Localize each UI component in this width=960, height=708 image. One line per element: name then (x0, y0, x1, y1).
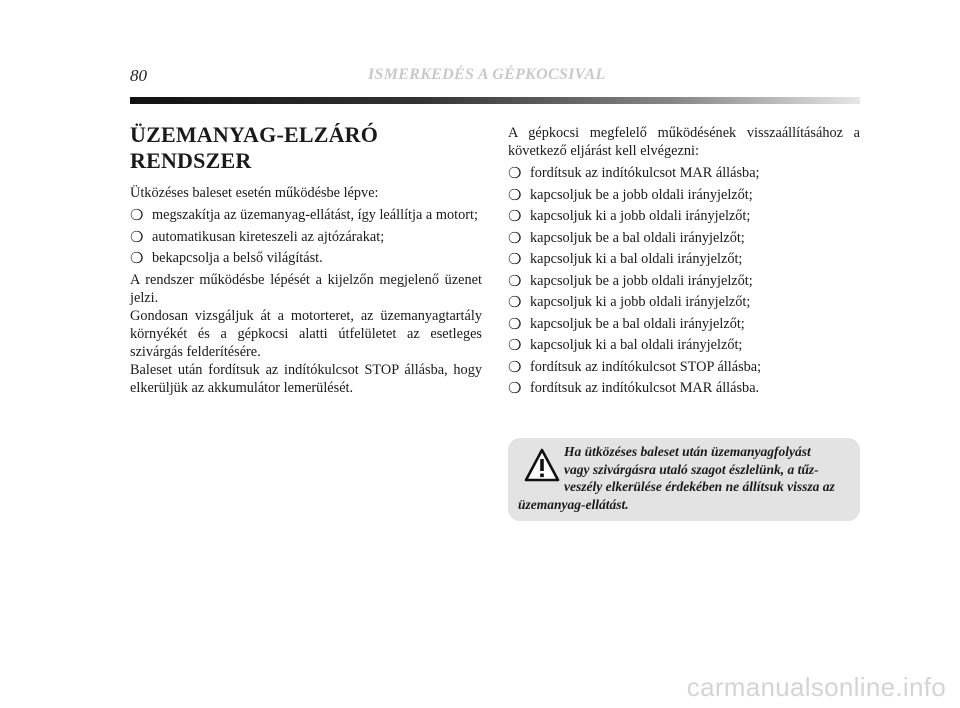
list-item (508, 207, 860, 225)
bullet-icon: ❍ (508, 379, 522, 397)
list-item (130, 249, 482, 267)
list-item (130, 206, 482, 224)
page-number: 80 (130, 66, 147, 85)
list-item (508, 164, 860, 182)
list-item (508, 250, 860, 268)
warning-text (518, 443, 848, 513)
bullet-icon: ❍ (508, 207, 522, 225)
list-item-text: kapcsoljuk be a bal oldali irányjelzőt; (530, 315, 745, 332)
list-item (508, 272, 860, 290)
list-item (508, 293, 860, 311)
warning-line: veszély elkerülése érdekében ne állítsuk vissza az (564, 479, 835, 494)
bullet-icon: ❍ (130, 227, 144, 246)
list-item-text: kapcsoljuk be a jobb oldali irányjelzőt; (530, 186, 753, 203)
list-item-text: fordítsuk az indítókulcsot MAR állásba. (530, 380, 760, 396)
bullet-icon: ❍ (508, 228, 522, 247)
bullet-icon: ❍ (508, 164, 522, 182)
list-item-text: bekapcsolja a belső világítást. (152, 250, 323, 266)
bullet-icon: ❍ (508, 336, 522, 354)
left-paragraph-2: Gondosan vizsgáljuk át a motorteret, az üzemanyagtartály környékét és a gépkocsi alatti útfelületet az esetleges szivárgás felderítésére. (130, 308, 482, 360)
header-rule (130, 97, 860, 104)
warning-line: Ha ütközéses baleset után üzemanyagfolyást (564, 444, 811, 459)
warning-line: vagy szivárgásra utaló szagot észlelünk, a tűz- (564, 461, 819, 477)
right-intro: A gépkocsi megfelelő működésének visszaállításához a következő eljárást kell elvégezni: (508, 125, 860, 159)
list-item-text: kapcsoljuk be a bal oldali irányjelzőt; (530, 229, 745, 246)
bullet-icon: ❍ (508, 293, 522, 311)
warning-box (508, 438, 860, 521)
left-bullet-list (130, 206, 482, 267)
list-item-text: megszakítja az üzemanyag-ellátást, így leállítja a motort; (152, 207, 478, 223)
list-item (508, 336, 860, 354)
left-paragraph-1: A rendszer működésbe lépését a kijelzőn megjelenő üzenet jelzi. (130, 272, 482, 306)
bullet-icon: ❍ (508, 314, 522, 333)
bullet-icon: ❍ (130, 249, 144, 267)
right-bullet-list (508, 164, 860, 397)
list-item-text: fordítsuk az indítókulcsot STOP állásba; (530, 358, 762, 375)
list-item-text: kapcsoljuk ki a bal oldali irányjelzőt; (530, 251, 743, 267)
list-item (508, 315, 860, 333)
list-item (508, 379, 860, 397)
bullet-icon: ❍ (130, 206, 144, 224)
bullet-icon: ❍ (508, 271, 522, 290)
list-item (508, 186, 860, 204)
list-item (130, 228, 482, 246)
list-item-text: kapcsoljuk be a jobb oldali irányjelzőt; (530, 272, 753, 289)
list-item-text: fordítsuk az indítókulcsot MAR állásba; (530, 165, 760, 181)
list-item (508, 229, 860, 247)
section-title: ÜZEMANYAG-ELZÁRÓ RENDSZER (130, 122, 379, 173)
bullet-icon: ❍ (508, 185, 522, 204)
left-paragraph-3: Baleset után fordítsuk az indítókulcsot STOP állásba, hogy elkerüljük az akkumulátor lemerülését. (130, 362, 482, 396)
watermark: carmanualsonline.info (686, 672, 946, 702)
bullet-icon: ❍ (508, 357, 522, 376)
list-item-text: automatikusan kireteszeli az ajtózárakat; (152, 228, 385, 245)
list-item-text: kapcsoljuk ki a bal oldali irányjelzőt; (530, 337, 743, 353)
warning-line: üzemanyag-ellátást. (518, 496, 629, 512)
left-column (130, 122, 482, 397)
left-intro: Ütközéses baleset esetén működésbe lépve: (130, 185, 379, 201)
right-column (508, 124, 860, 401)
bullet-icon: ❍ (508, 250, 522, 268)
list-item (508, 358, 860, 376)
running-header: ISMERKEDÉS A GÉPKOCSIVAL (368, 66, 606, 83)
list-item-text: kapcsoljuk ki a jobb oldali irányjelzőt; (530, 208, 751, 224)
list-item-text: kapcsoljuk ki a jobb oldali irányjelzőt; (530, 294, 751, 310)
